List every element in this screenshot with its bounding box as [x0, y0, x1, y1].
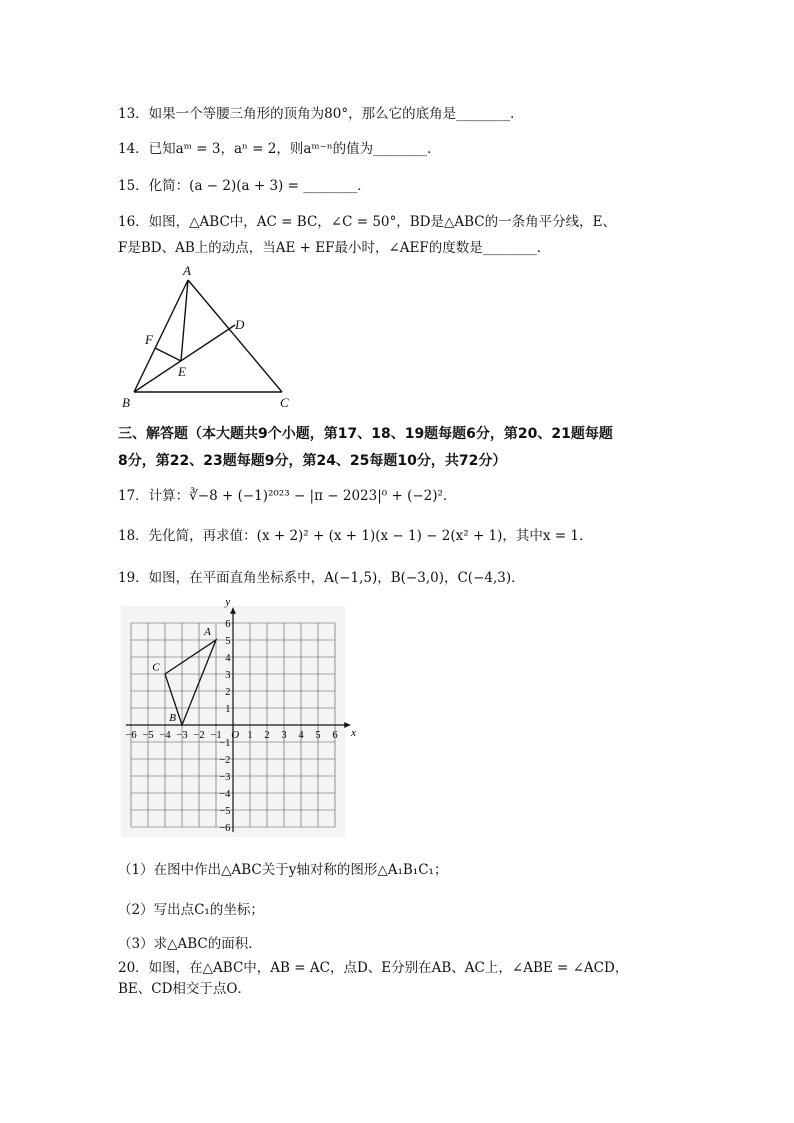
- label-E: E: [178, 364, 186, 379]
- point-label-A: A: [204, 625, 211, 638]
- segment-AC: [188, 280, 282, 392]
- x-tick-label: −3: [176, 729, 188, 741]
- y-tick-label: 5: [225, 636, 231, 647]
- label-D: D: [235, 317, 245, 332]
- x-tick-label: −2: [193, 729, 205, 741]
- question-16-line-2: F是BD、AB上的动点，当AE + EF最小时，∠AEF的度数是________．: [118, 240, 551, 256]
- point-label-C: C: [152, 661, 160, 674]
- question-17: 17．计算：∛−8 + (−1)²⁰²³ − |π − 2023|⁰ + (−2)²．: [118, 488, 457, 504]
- x-tick-label: −6: [125, 729, 137, 741]
- y-tick-label: 3: [225, 670, 231, 681]
- x-tick-label: 6: [332, 729, 338, 741]
- y-tick-label: −5: [219, 806, 231, 817]
- x-axis-arrow: [344, 722, 350, 728]
- origin-label: O: [231, 728, 240, 741]
- y-tick-label: −3: [219, 772, 231, 783]
- label-C: C: [280, 395, 289, 410]
- point-label-B: B: [169, 711, 176, 724]
- x-tick-label: 2: [264, 729, 270, 741]
- x-tick-label: 1: [247, 729, 253, 741]
- question-19-part-3: （3）求△ABC的面积．: [118, 936, 262, 952]
- triangle-figure-q16: [118, 262, 318, 412]
- question-19: 19．如图，在平面直角坐标系中，A(−1,5)，B(−3,0)，C(−4,3)．: [118, 570, 525, 586]
- question-20-line-1: 20．如图，在△ABC中，AB = AC，点D、E分别在AB、AC上，∠ABE = ∠ACD，: [118, 960, 629, 976]
- question-15: 15．化简：(a − 2)(a + 3) = ________．: [118, 178, 371, 194]
- question-20-line-2: BE、CD相交于点O．: [118, 981, 251, 997]
- y-tick-label: −1: [219, 738, 231, 749]
- y-tick-label: −2: [219, 755, 231, 766]
- coordinate-grid-q19: [116, 597, 356, 837]
- x-axis-label: x: [351, 727, 357, 740]
- y-tick-label: −4: [219, 789, 231, 800]
- section-heading-line-1: 三、解答题（本大题共9个小题，第17、18、19题每题6分，第20、21题每题: [118, 426, 613, 442]
- y-tick-label: 6: [225, 619, 231, 630]
- segment-FE: [155, 348, 181, 361]
- x-tick-label: −4: [159, 729, 171, 741]
- y-axis-label: y: [225, 596, 231, 609]
- section-heading-line-2: 8分，第22、23题每题9分，第24、25每题10分，共72分）: [118, 453, 507, 469]
- y-tick-label: −6: [219, 823, 231, 834]
- y-tick-label: 4: [225, 653, 231, 664]
- question-13: 13．如果一个等腰三角形的顶角为80°，那么它的底角是________．: [118, 106, 524, 122]
- question-19-part-1: （1）在图中作出△ABC关于y轴对称的图形△A₁B₁C₁；: [118, 862, 448, 878]
- y-tick-label: 2: [225, 687, 231, 698]
- x-tick-label: 5: [315, 729, 321, 741]
- x-tick-label: −1: [210, 729, 222, 741]
- label-B: B: [122, 395, 130, 410]
- label-A: A: [183, 263, 191, 278]
- x-tick-label: 3: [281, 729, 287, 741]
- question-16-line-1: 16．如图，△ABC中，AC = BC，∠C = 50°，BD是△ABC的一条角平分线，E、: [118, 214, 616, 230]
- question-19-part-2: （2）写出点C₁的坐标；: [118, 902, 264, 918]
- y-tick-label: 1: [225, 704, 231, 715]
- x-tick-label: −5: [142, 729, 154, 741]
- x-tick-label: 4: [298, 729, 304, 741]
- question-18: 18．先化简，再求值：(x + 2)² + (x + 1)(x − 1) − 2(x² + 1)，其中x = 1．: [118, 528, 593, 544]
- question-14: 14．已知aᵐ = 3，aⁿ = 2，则aᵐ⁻ⁿ的值为________．: [118, 141, 441, 157]
- label-F: F: [145, 332, 153, 347]
